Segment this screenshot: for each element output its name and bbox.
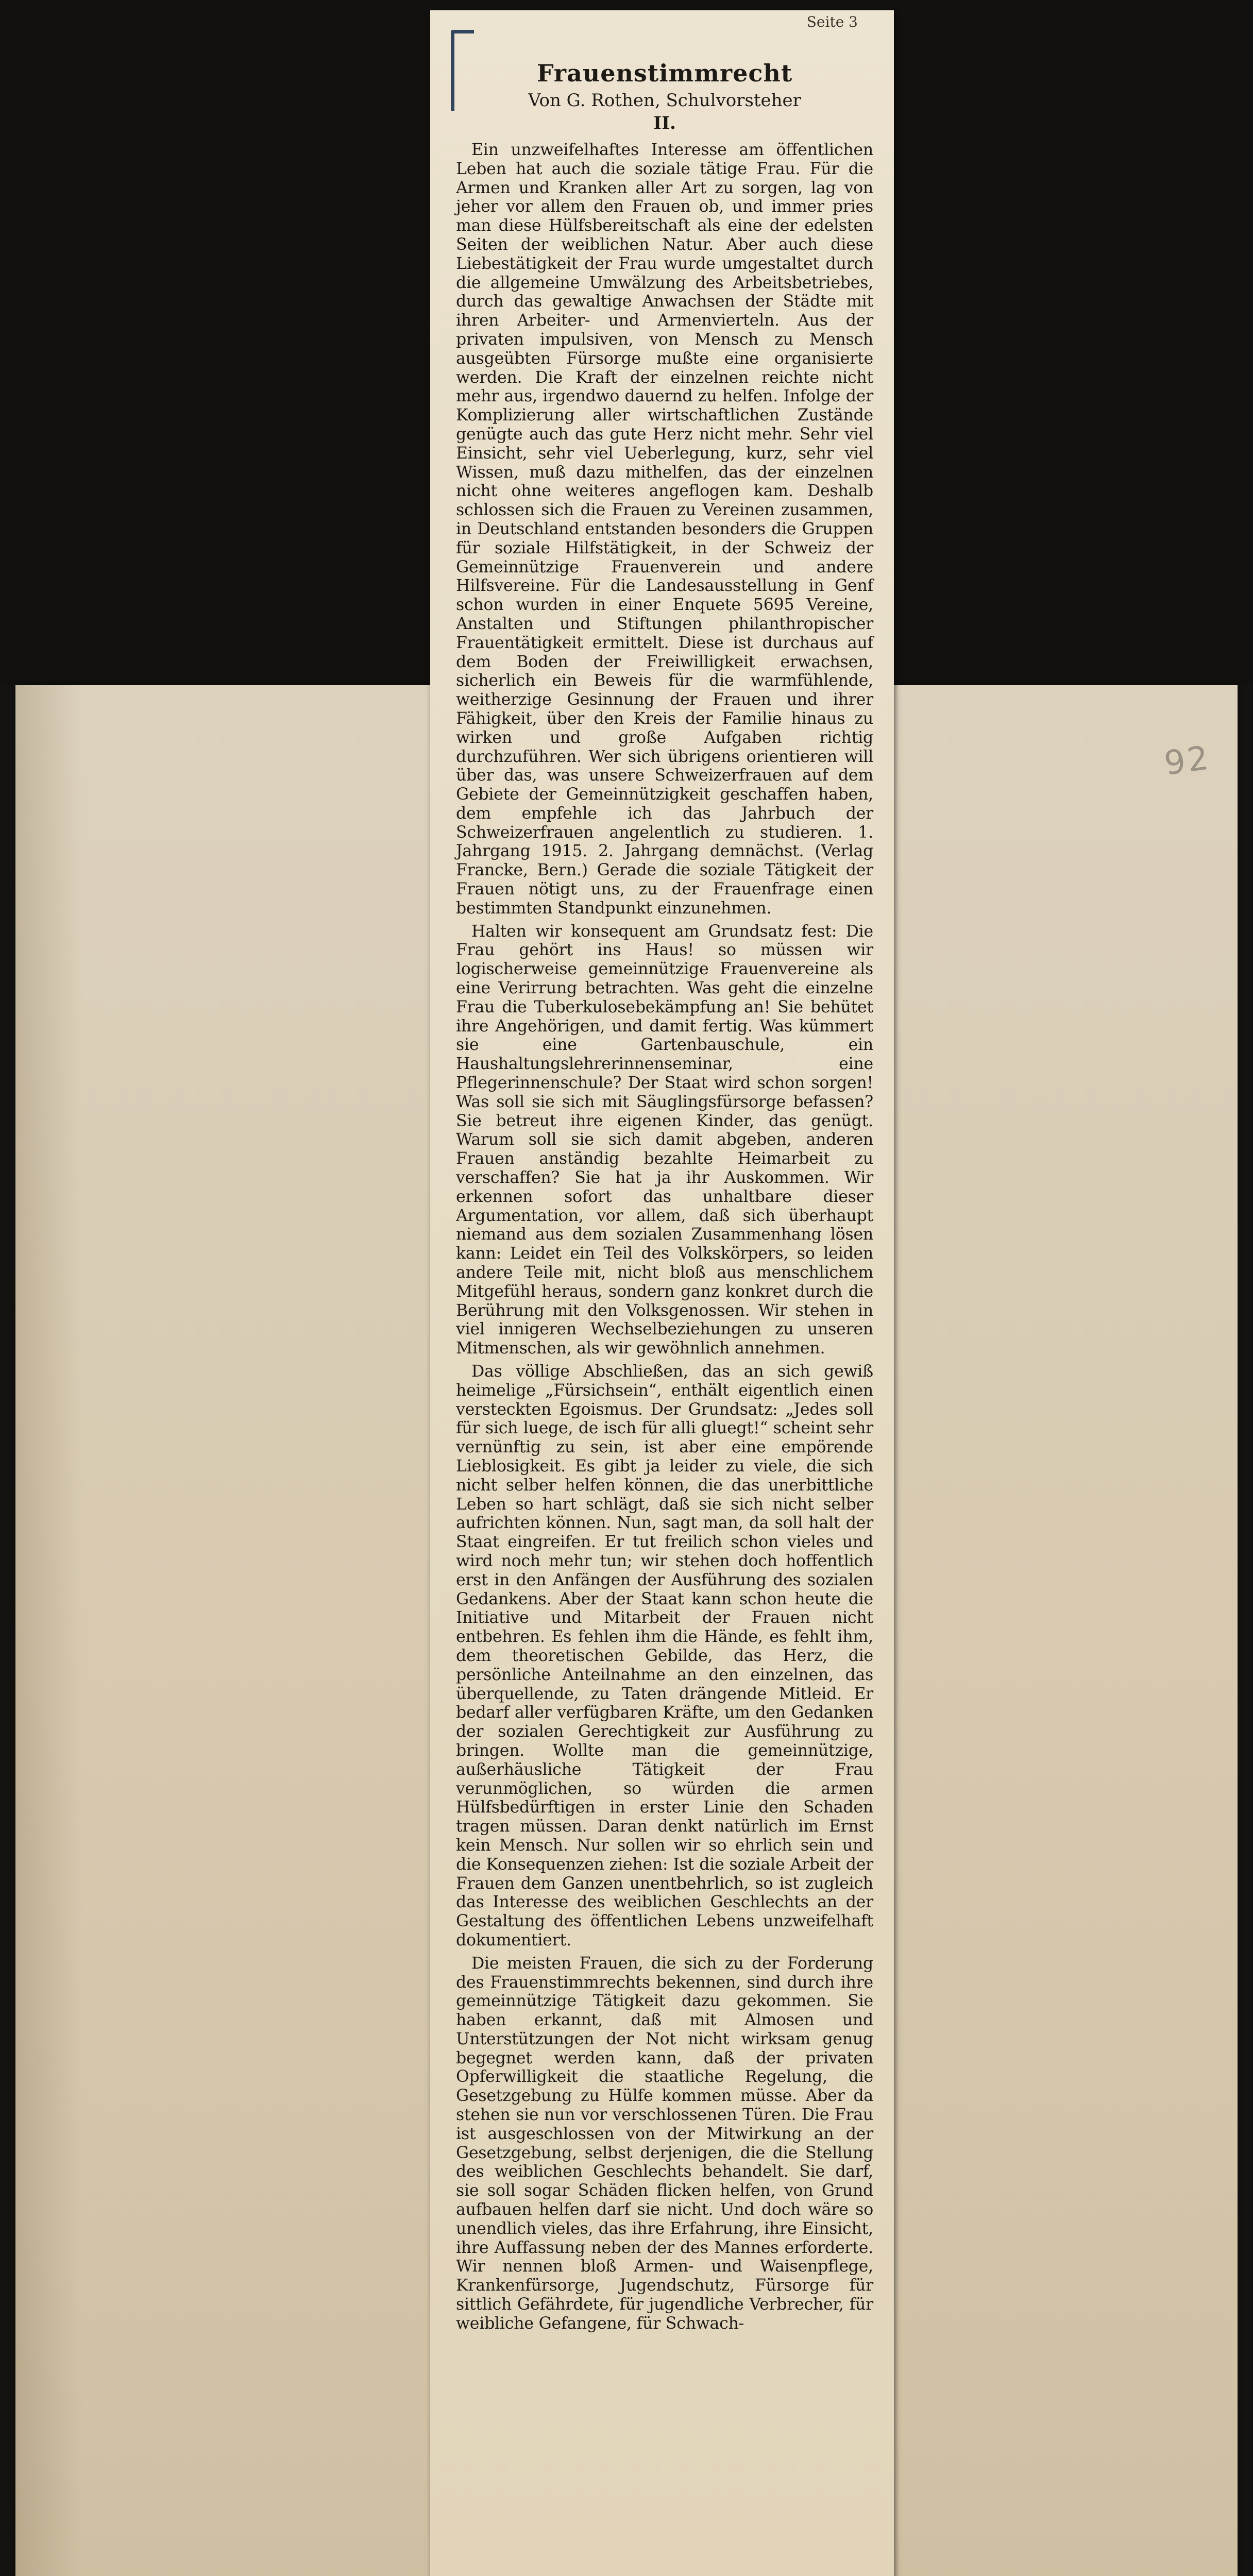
newspaper-clipping xyxy=(430,10,894,2576)
article-title: Frauenstimmrecht xyxy=(536,59,793,87)
article-paragraph: Die meisten Frauen, die sich zu der Forderung des Frauenstimmrechts bekennen, sind durch ihre gemeinnützige Tätigkeit dazu gekommen. Sie haben erkannt, daß mit Almosen und Unterstützungen der Not nicht wirksam genug begegnet werden kann, daß der privaten Opferwilligkeit die staatliche Regelung, die Gesetzgebung zu Hülfe kommen müsse. Aber da stehen sie nun vor verschlossenen Türen. Die Frau ist ausgeschlossen von der Mitwirkung an der Gesetzgebung, selbst derjenigen, die die Stellung des weiblichen Geschlechts behandelt. Sie darf, sie soll sogar Schäden flicken helfen, von Grund aufbauen helfen darf sie nicht. Und doch wäre so unendlich vieles, das ihre Erfahrung, ihre Einsicht, ihre Auffassung neben der des Mannes erforderte. Wir nennen bloß Armen- und Waisenpflege, Krankenfürsorge, Jugendschutz, Fürsorge für sittlich Gefährdete, für jugendliche Verbrecher, für weibliche Gefangene, für Schwach- xyxy=(456,1954,873,2333)
page-number-header: Seite 3 xyxy=(806,13,858,30)
article-paragraph: Das völlige Abschließen, das an sich gewiß heimelige „Fürsichsein“, enthält eigentlich einen versteckten Egoismus. Der Grundsatz: „Jedes soll für sich luege, de isch für alli gluegt!“ scheint sehr vernünftig zu sein, ist aber eine empörende Lieblosigkeit. Es gibt ja leider zu viele, die sich nicht selber helfen können, die das unerbittliche Leben so hart schlägt, daß sie sich nicht selber aufrichten können. Nun, sagt man, da soll halt der Staat eingreifen. Er tut freilich schon vieles und wird noch mehr tun; wir stehen doch hoffentlich erst in den Anfängen der Ausführung des sozialen Gedankens. Aber der Staat kann schon heute die Initiative und Mitarbeit der Frauen nicht entbehren. Es fehlen ihm die Hände, es fehlt ihm, dem theoretischen Gebilde, das Herz, die persönliche Anteilnahme an den einzelnen, das überquellende, zu Taten drängende Mitleid. Er bedarf aller verfügbaren Kräfte, um den Gedanken der sozialen Gerechtigkeit zur Ausführung zu bringen. Wollte man die gemeinnützige, außerhäusliche Tätigkeit der Frau verunmöglichen, so würden die armen Hülfsbedürftigen in erster Linie den Schaden tragen müssen. Daran denkt natürlich im Ernst kein Mensch. Nur sollen wir so ehrlich sein und die Konsequenzen ziehen: Ist die soziale Arbeit der Frauen dem Ganzen unentbehrlich, so ist zugleich das Interesse des weiblichen Geschlechts an der Gestaltung des öffentlichen Lebens unzweifelhaft dokumentiert. xyxy=(456,1362,873,1950)
article-part-number: II. xyxy=(653,113,676,133)
article-paragraph: Halten wir konsequent am Grundsatz fest: Die Frau gehört ins Haus! so müssen wir logischerweise gemeinnützige Frauenvereine als eine Verirrung betrachten. Was geht die einzelne Frau die Tuberkulosebekämpfung an! Sie behütet ihre Angehörigen, und damit fertig. Was kümmert sie eine Gartenbauschule, ein Haushaltungslehrerinnenseminar, eine Pflegerinnenschule? Der Staat wird schon sorgen! Was soll sie sich mit Säuglingsfürsorge befassen? Sie betreut ihre eigenen Kinder, das genügt. Warum soll sie sich damit abgeben, anderen Frauen anständig bezahlte Heimarbeit zu verschaffen? Sie hat ja ihr Auskommen. Wir erkennen sofort das unhaltbare dieser Argumentation, vor allem, daß sich überhaupt niemand aus dem sozialen Zusammenhang lösen kann: Leidet ein Teil des Volkskörpers, so leiden andere Teile mit, nicht bloß aus menschlichem Mitgefühl heraus, sondern ganz konkret durch die Berührung mit den Volksgenossen. Wir stehen in viel innigeren Wechselbeziehungen zu unseren Mitmenschen, als wir gewöhnlich annehmen. xyxy=(456,922,873,1358)
pencil-archive-number: 92 xyxy=(1162,739,1213,783)
article-paragraph: Ein unzweifelhaftes Interesse am öffentlichen Leben hat auch die soziale tätige Frau. Für die Armen und Kranken aller Art zu sorgen, lag von jeher vor allem den Frauen ob, und immer pries man diese Hülfsbereitschaft als eine der edelsten Seiten der weiblichen Natur. Aber auch diese Liebestätigkeit der Frau wurde umgestaltet durch die allgemeine Umwälzung des Arbeitsbetriebes, durch das gewaltige Anwachsen der Städte mit ihren Arbeiter- und Armenvierteln. Aus der privaten impulsiven, von Mensch zu Mensch ausgeübten Fürsorge mußte eine organisierte werden. Die Kraft der einzelnen reichte nicht mehr aus, irgendwo dauernd zu helfen. Infolge der Komplizierung aller wirtschaftlichen Zustände genügte auch das gute Herz nicht mehr. Sehr viel Einsicht, sehr viel Ueberlegung, kurz, sehr viel Wissen, muß dazu mithelfen, das der einzelnen nicht ohne weiteres angeflogen kam. Deshalb schlossen sich die Frauen zu Vereinen zusammen, in Deutschland entstanden besonders die Gruppen für soziale Hilfstätigkeit, in der Schweiz der Gemeinnützige Frauenverein und andere Hilfsvereine. Für die Landesausstellung in Genf schon wurden in einer Enquete 5695 Vereine, Anstalten und Stiftungen philanthropischer Frauentätigkeit ermittelt. Diese ist durchaus auf dem Boden der Freiwilligkeit erwachsen, sicherlich ein Beweis für die warmfühlende, weitherzige Gesinnung der Frauen und ihrer Fähigkeit, über den Kreis der Familie hinaus zu wirken und große Aufgaben richtig durchzuführen. Wer sich übrigens orientieren will über das, was unsere Schweizerfrauen auf dem Gebiete der Gemeinnützigkeit geschaffen haben, dem empfehle ich das Jahrbuch der Schweizerfrauen angelentlich zu studieren. 1. Jahrgang 1915. 2. Jahrgang demnächst. (Verlag Francke, Bern.) Gerade die soziale Tätigkeit der Frauen nötigt uns, zu der Frauenfrage einen bestimmten Standpunkt einzunehmen. xyxy=(456,141,873,918)
blue-pencil-bracket-mark xyxy=(451,30,474,111)
article-byline: Von G. Rothen, Schulvorsteher xyxy=(528,90,801,111)
